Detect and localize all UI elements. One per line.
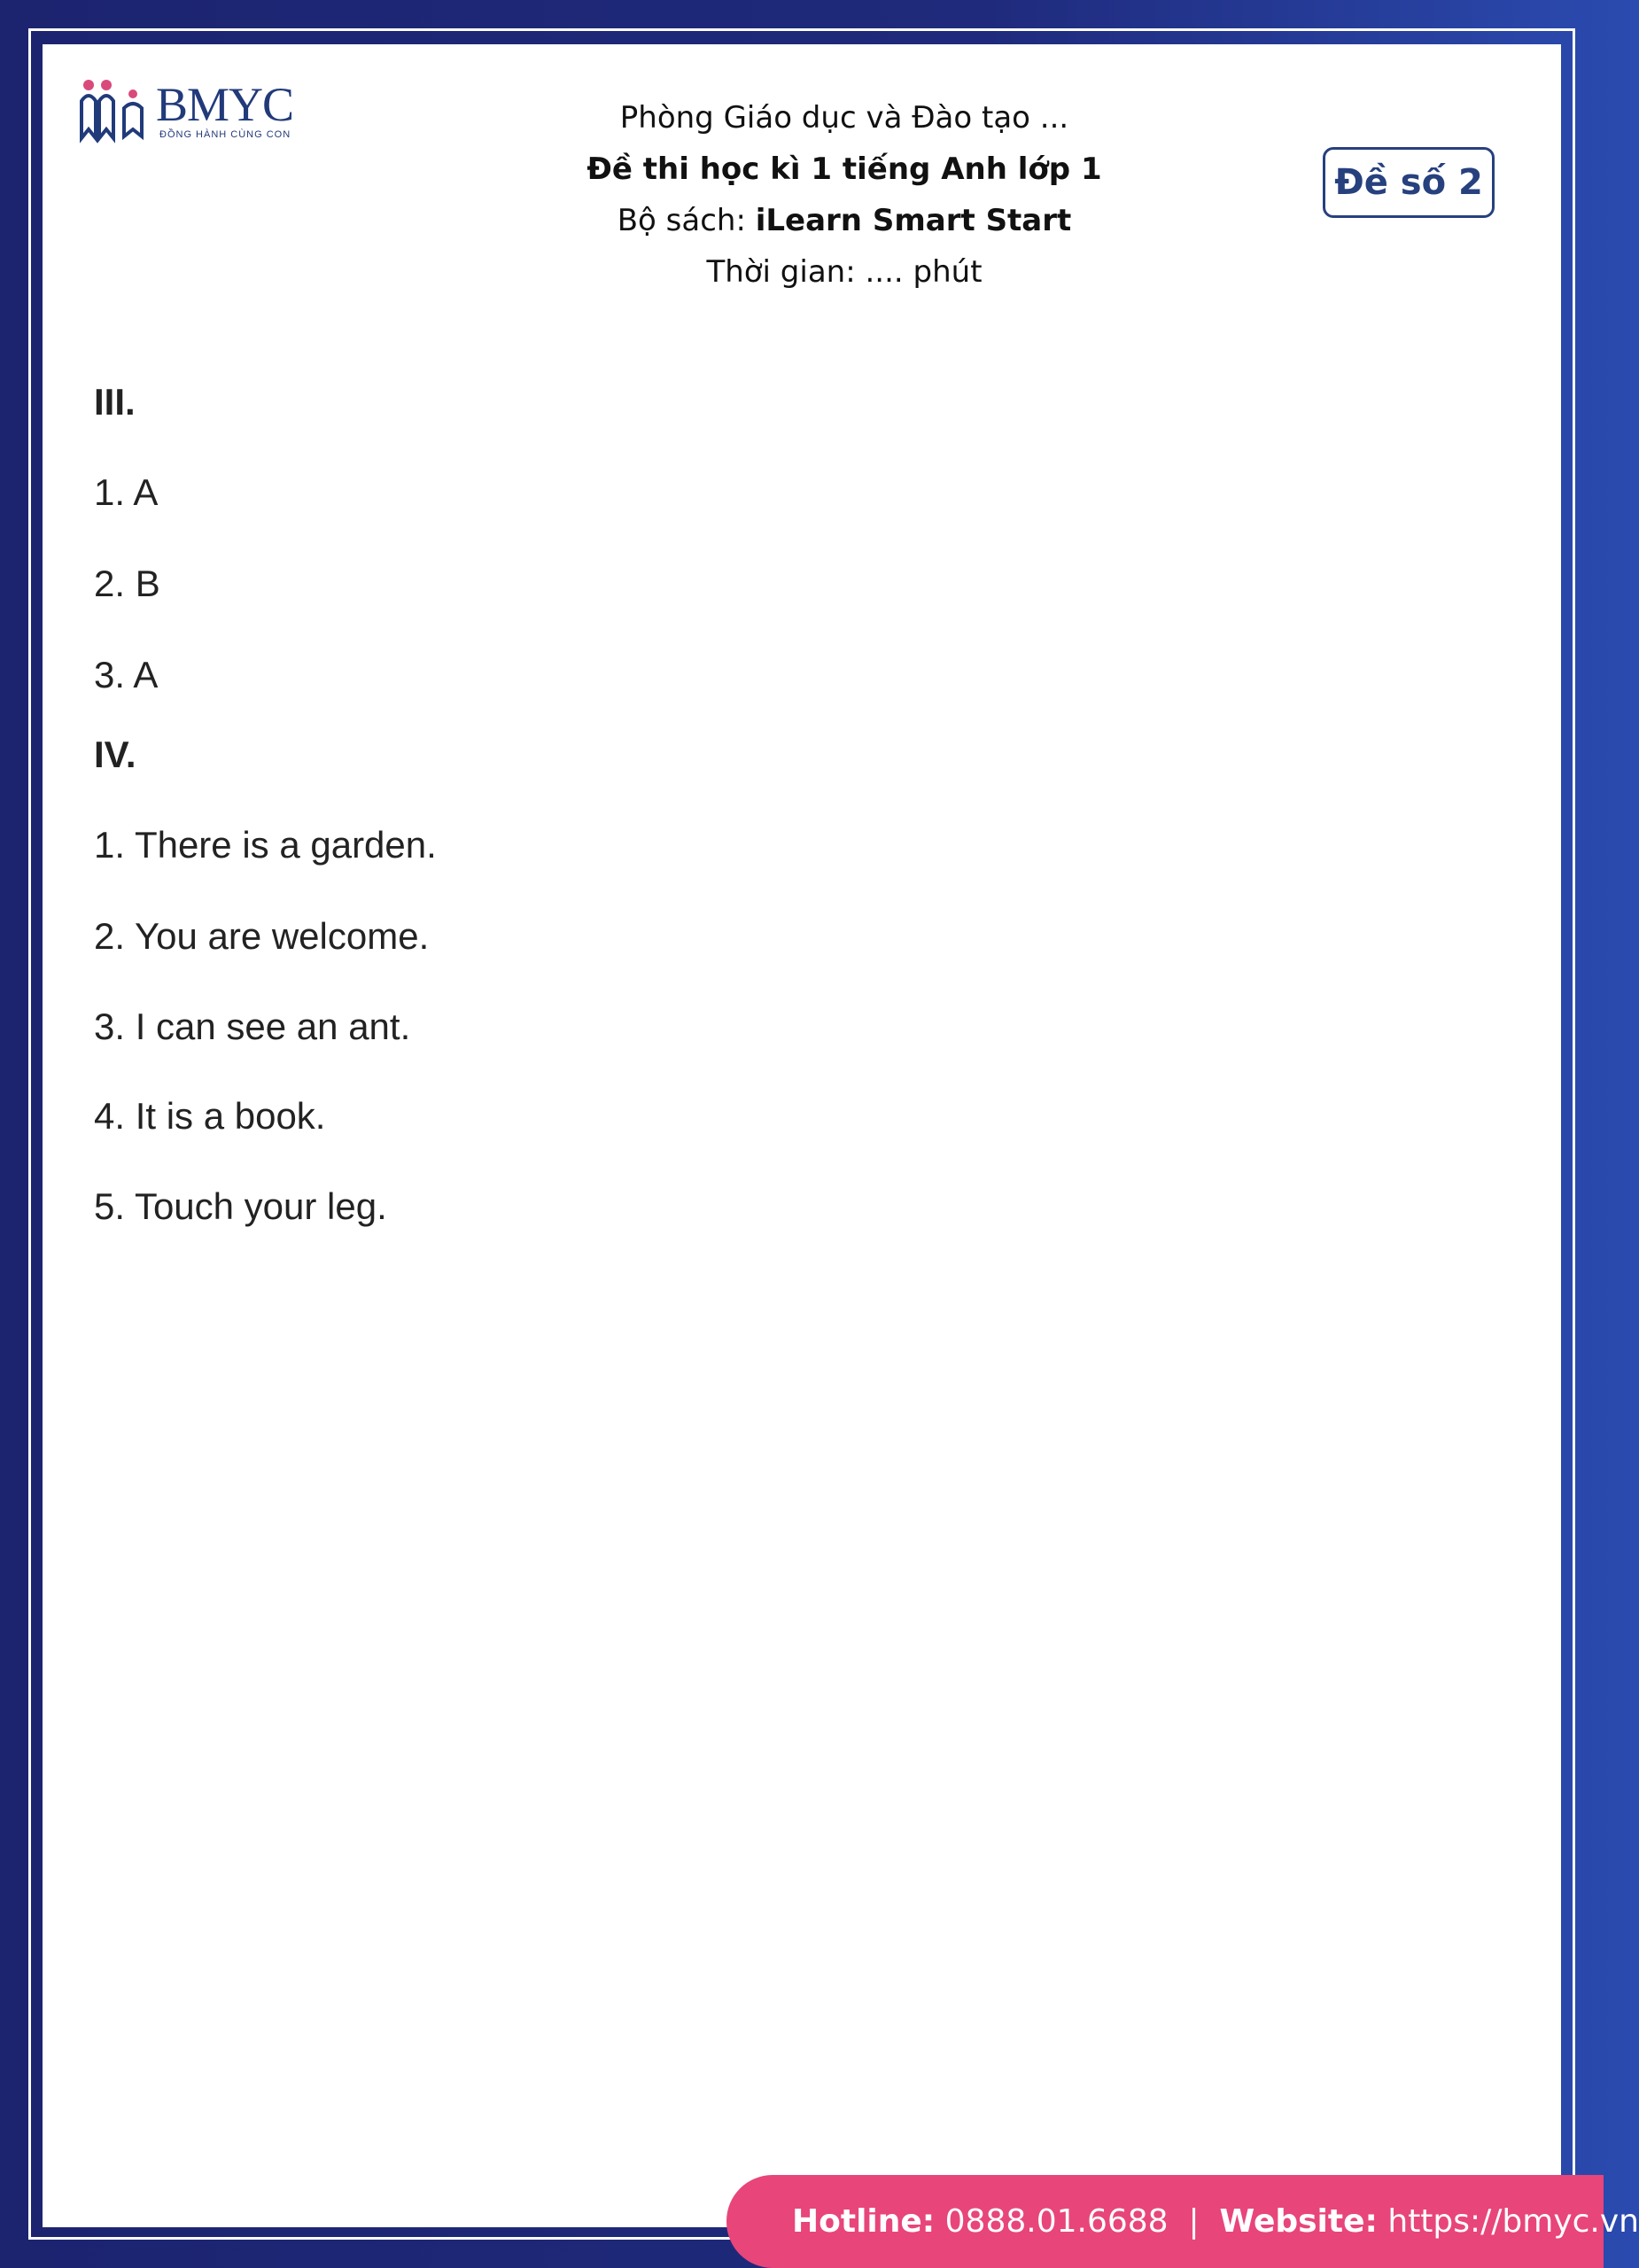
document-page [43,44,1561,2227]
answer-item: 4. It is a book. [94,1095,326,1137]
department-line: Phòng Giáo dục và Đào tạo ... [619,100,1069,136]
answer-item: 3. A [94,654,159,695]
section-heading-iii: III. [94,381,136,423]
answer-item: 1. There is a garden. [94,824,437,866]
logo-name: BMYC [156,78,294,131]
family-icon [78,74,152,145]
exam-title: Đề thi học kì 1 tiếng Anh lớp 1 [586,151,1102,187]
bmyc-logo [78,74,299,145]
exam-number-badge: Đề số 2 [1323,147,1495,218]
hotline-label: Hotline: [792,2203,936,2240]
time-line: Thời gian: .... phút [706,254,983,290]
answer-item: 1. A [94,471,159,513]
answer-item: 5. Touch your leg. [94,1185,387,1227]
website-link[interactable]: https://bmyc.vn [1387,2203,1639,2240]
hotline-number[interactable]: 0888.01.6688 [944,2203,1169,2240]
book-series-line [485,195,1203,246]
answer-item: 2. B [94,563,160,604]
book-series-label: Bộ sách: [617,203,756,238]
website-label: Website: [1219,2203,1378,2240]
answer-item: 3. I can see an ant. [94,1006,411,1047]
exam-header [485,92,1203,298]
contact-footer [726,2175,1639,2268]
section-heading-iv: IV. [94,734,136,775]
logo-tagline: ĐỒNG HÀNH CÙNG CON [159,129,291,140]
book-series-value: iLearn Smart Start [755,203,1072,238]
footer-separator: | [1188,2203,1200,2240]
answer-item: 2. You are welcome. [94,915,430,957]
